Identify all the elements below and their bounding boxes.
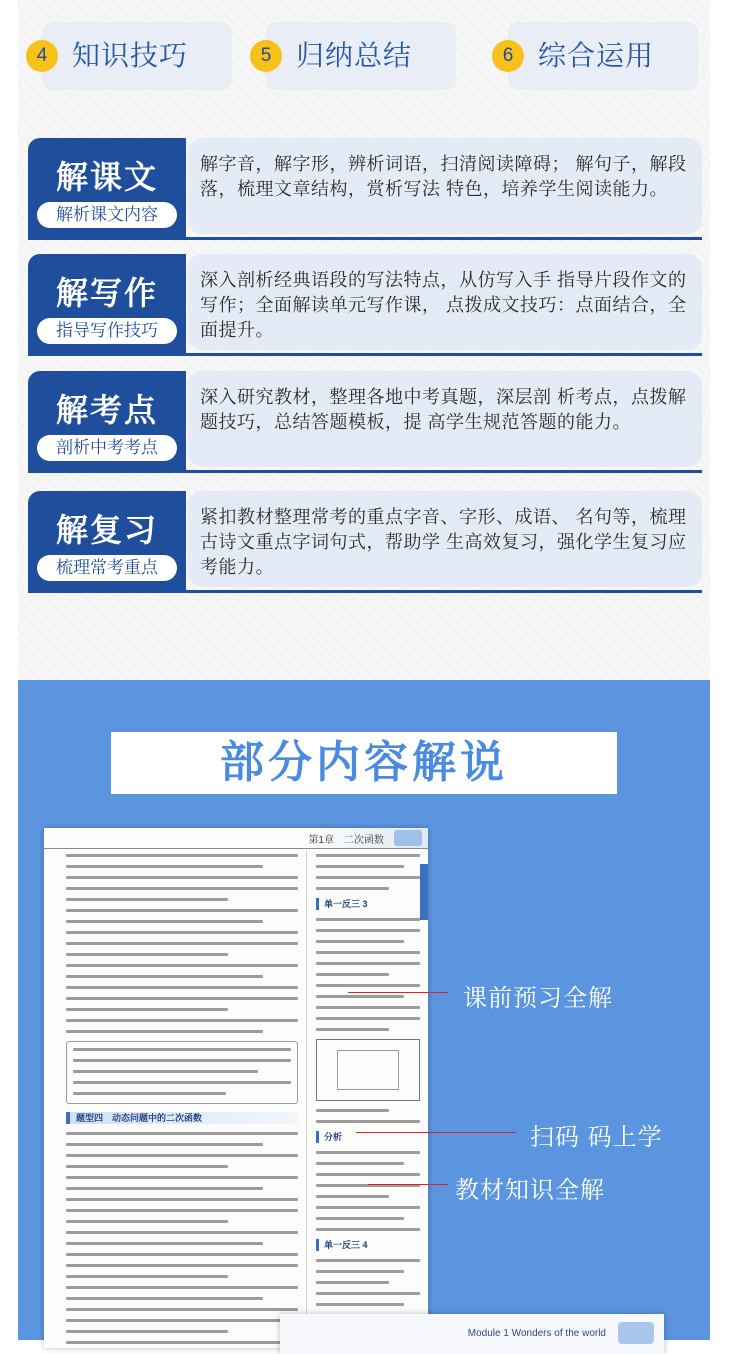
feature-explain-text [28, 138, 702, 240]
callout-textbook-knowledge: 教材知识全解 [455, 1177, 605, 1204]
tab-label: 知识技巧 [72, 40, 189, 71]
tab-label: 综合运用 [538, 40, 655, 71]
feature-underline [28, 237, 702, 240]
feature-badge [28, 371, 186, 470]
feature-subtitle: 解析课文内容 [37, 202, 177, 228]
page-left-column [66, 854, 298, 1348]
tab-label: 归纳总结 [296, 40, 413, 71]
callout-pointer-line [368, 1184, 448, 1185]
callout-scan-code: 扫码 码上学 [530, 1124, 663, 1151]
tab-summary[interactable] [260, 22, 456, 90]
section-heading-bar [66, 1112, 298, 1124]
practice-heading-label: 单一反三 4 [324, 1240, 368, 1250]
sample-book-page [44, 828, 428, 1348]
figure-diagram [316, 1039, 420, 1101]
page-right-column [316, 854, 420, 1348]
chapter-label: 第1章 二次函数 [308, 835, 384, 846]
feature-explain-exam-points [28, 371, 702, 473]
feature-description: 深入剖析经典语段的写法特点，从仿写入手 指导片段作文的写作；全面解读单元写作课， 点拨成文技巧：点面结合，全面提升。 [200, 270, 687, 340]
feature-explain-writing [28, 254, 702, 356]
feature-description: 解字音，解字形，辨析词语，扫清阅读障碍； 解句子，解段落，梳理文章结构，赏析写法 特色，培养学生阅读能力。 [200, 154, 687, 199]
feature-card [188, 254, 702, 350]
feature-card [188, 371, 702, 467]
side-tab-marker [420, 864, 428, 920]
feature-title: 解课文 [55, 159, 158, 195]
tab-number-badge: 4 [26, 40, 58, 72]
feature-badge [28, 254, 186, 353]
feature-explain-review [28, 491, 702, 593]
feature-title: 解复习 [55, 512, 158, 548]
module-label: Module 1 Wonders of the world [467, 1328, 606, 1339]
feature-subtitle: 剖析中考考点 [37, 435, 177, 461]
feature-title: 解考点 [55, 392, 158, 428]
content-preview-section [18, 680, 710, 1340]
feature-underline [28, 353, 702, 356]
practice-heading-label: 单一反三 3 [324, 899, 368, 909]
tab-number-badge: 6 [492, 40, 524, 72]
feature-subtitle: 指导写作技巧 [37, 318, 177, 344]
feature-title: 解写作 [55, 275, 158, 311]
column-divider [306, 850, 307, 1348]
tab-application[interactable] [502, 22, 698, 90]
features-panel [18, 0, 710, 680]
feature-underline [28, 590, 702, 593]
callout-preview: 课前预习全解 [463, 985, 613, 1012]
callout-pointer-line [356, 1132, 516, 1133]
section-heading: 题型四 动态问题中的二次函数 [76, 1113, 203, 1123]
note-box [66, 1041, 298, 1104]
series-logo-icon [618, 1322, 654, 1344]
sample-book-page-2 [280, 1314, 664, 1354]
page-header [44, 828, 428, 849]
practice-heading [316, 898, 420, 910]
section-title-box [111, 732, 617, 794]
feature-badge [28, 491, 186, 590]
section-title: 部分内容解说 [220, 738, 508, 787]
feature-card [188, 491, 702, 587]
feature-subtitle: 梳理常考重点 [37, 555, 177, 581]
practice-heading [316, 1239, 420, 1251]
feature-badge [28, 138, 186, 237]
feature-underline [28, 470, 702, 473]
callout-pointer-line [348, 992, 448, 993]
tab-number-badge: 5 [250, 40, 282, 72]
feature-card [188, 138, 702, 234]
series-logo-icon [394, 830, 422, 846]
analysis-heading-label: 分析 [324, 1132, 343, 1142]
feature-description: 紧扣教材整理常考的重点字音、字形、成语、 名句等，梳理古诗文重点字词句式，帮助学 生高效复习，强化学生复习应考能力。 [200, 507, 687, 577]
feature-description: 深入研究教材，整理各地中考真题，深层剖 析考点，点拨解题技巧，总结答题模板，提 高学生规范答题的能力。 [200, 387, 687, 432]
tab-knowledge-skills[interactable] [36, 22, 232, 90]
